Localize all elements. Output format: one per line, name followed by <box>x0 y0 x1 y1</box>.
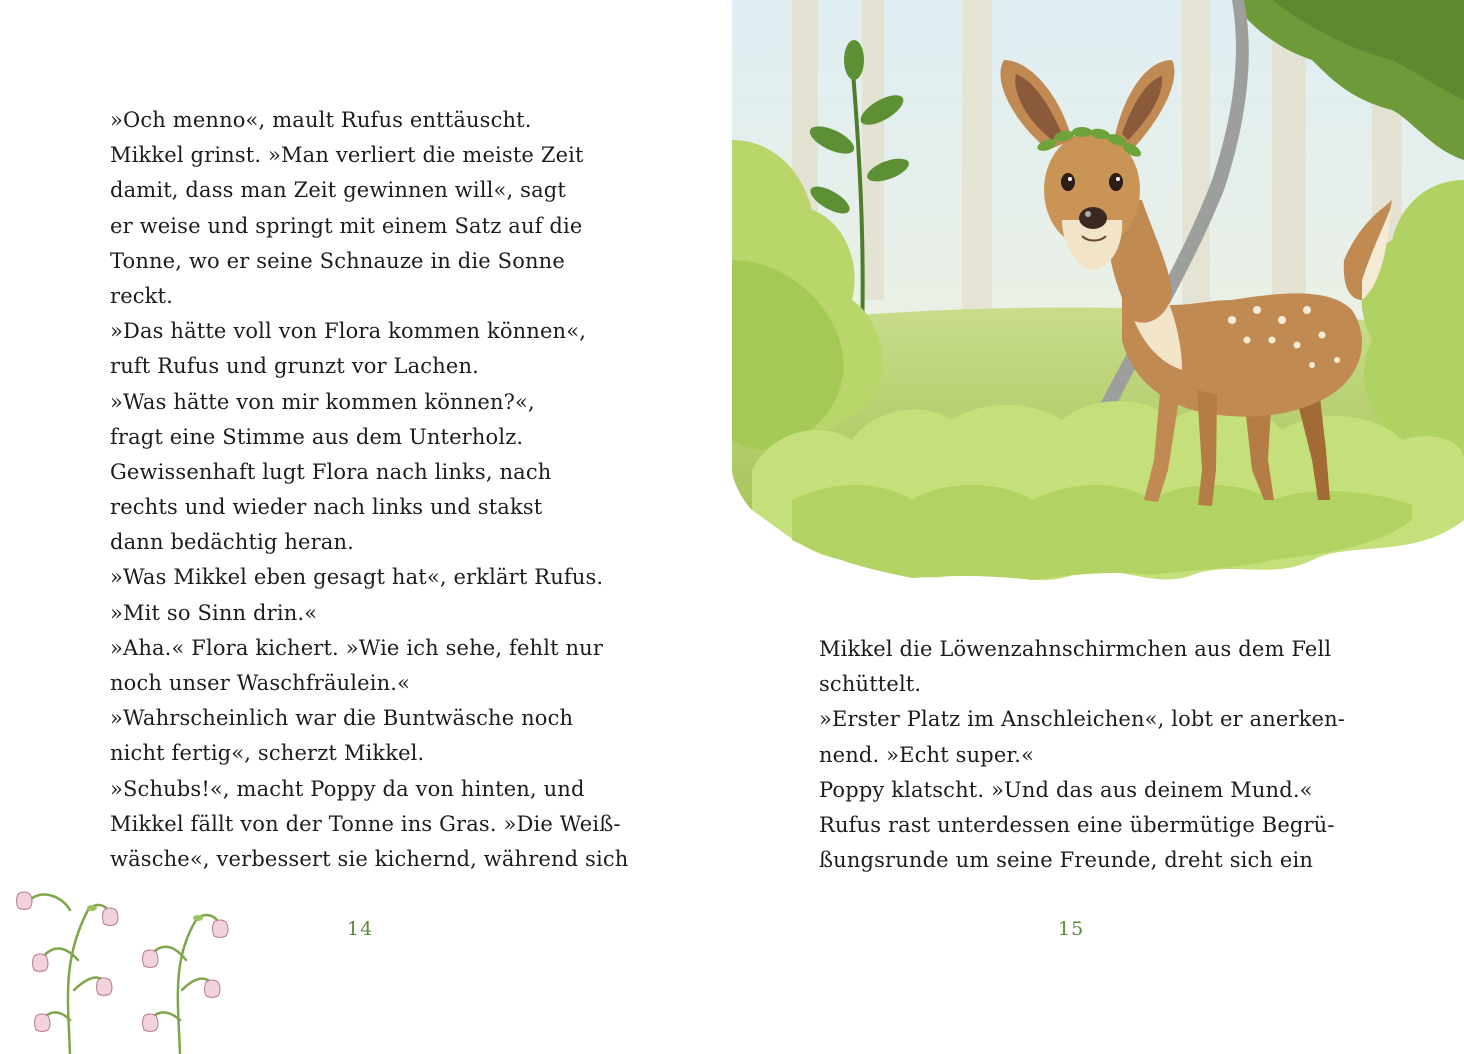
fawn-forest-illustration <box>732 0 1464 600</box>
text-line: Rufus rast unterdessen eine übermütige Begrü- <box>819 812 1335 837</box>
text-line: ßungsrunde um seine Freunde, dreht sich ein <box>819 848 1314 873</box>
text-line: Mikkel die Löwenzahnschirmchen aus dem Fell <box>819 637 1332 661</box>
text-line: Poppy klatscht. »Und das aus deinem Mund.« <box>819 777 1313 802</box>
text-line: nend. »Echt super.« <box>819 742 1035 767</box>
text-line: fragt eine Stimme aus dem Unterholz. <box>110 424 524 449</box>
text-line: »Das hätte voll von Flora kommen können«, <box>110 319 587 344</box>
page-number-left: 14 <box>347 918 374 940</box>
right-page-text <box>819 632 1379 878</box>
text-line: Mikkel fällt von der Tonne ins Gras. »Die Weiß- <box>110 811 621 836</box>
left-page-text <box>110 103 630 877</box>
text-line: Mikkel grinst. »Man verliert die meiste Zeit <box>110 143 584 168</box>
text-line: damit, dass man Zeit gewinnen will«, sagt <box>110 178 566 203</box>
text-line: »Schubs!«, macht Poppy da von hinten, und <box>110 776 585 801</box>
text-line: »Mit so Sinn drin.« <box>110 600 318 625</box>
text-line: »Was hätte von mir kommen können?«, <box>110 389 535 414</box>
text-line: nicht fertig«, scherzt Mikkel. <box>110 741 425 766</box>
text-line: rechts und wieder nach links und stakst <box>110 495 543 520</box>
text-line: Gewissenhaft lugt Flora nach links, nach <box>110 459 552 484</box>
text-line: »Erster Platz im Anschleichen«, lobt er anerken- <box>819 707 1346 732</box>
lily-of-the-valley-illustration <box>0 880 250 1054</box>
text-line: er weise und springt mit einem Satz auf die <box>110 213 583 238</box>
right-page <box>732 0 1464 1054</box>
text-line: »Wahrscheinlich war die Buntwäsche noch <box>110 706 574 731</box>
text-line: wäsche«, verbessert sie kichernd, während sich <box>110 846 629 871</box>
text-line: noch unser Waschfräulein.« <box>110 671 411 695</box>
text-line: »Och menno«, mault Rufus enttäuscht. <box>110 108 532 132</box>
text-line: reckt. <box>110 283 173 308</box>
text-line: Tonne, wo er seine Schnauze in die Sonne <box>110 248 565 273</box>
text-line: schüttelt. <box>819 672 922 697</box>
text-line: »Aha.« Flora kichert. »Wie ich sehe, fehlt nur <box>110 635 604 660</box>
text-line: »Was Mikkel eben gesagt hat«, erklärt Rufus. <box>110 565 604 590</box>
text-line: dann bedächtig heran. <box>110 530 354 555</box>
text-line: ruft Rufus und grunzt vor Lachen. <box>110 354 479 379</box>
page-number-right: 15 <box>1058 918 1085 940</box>
